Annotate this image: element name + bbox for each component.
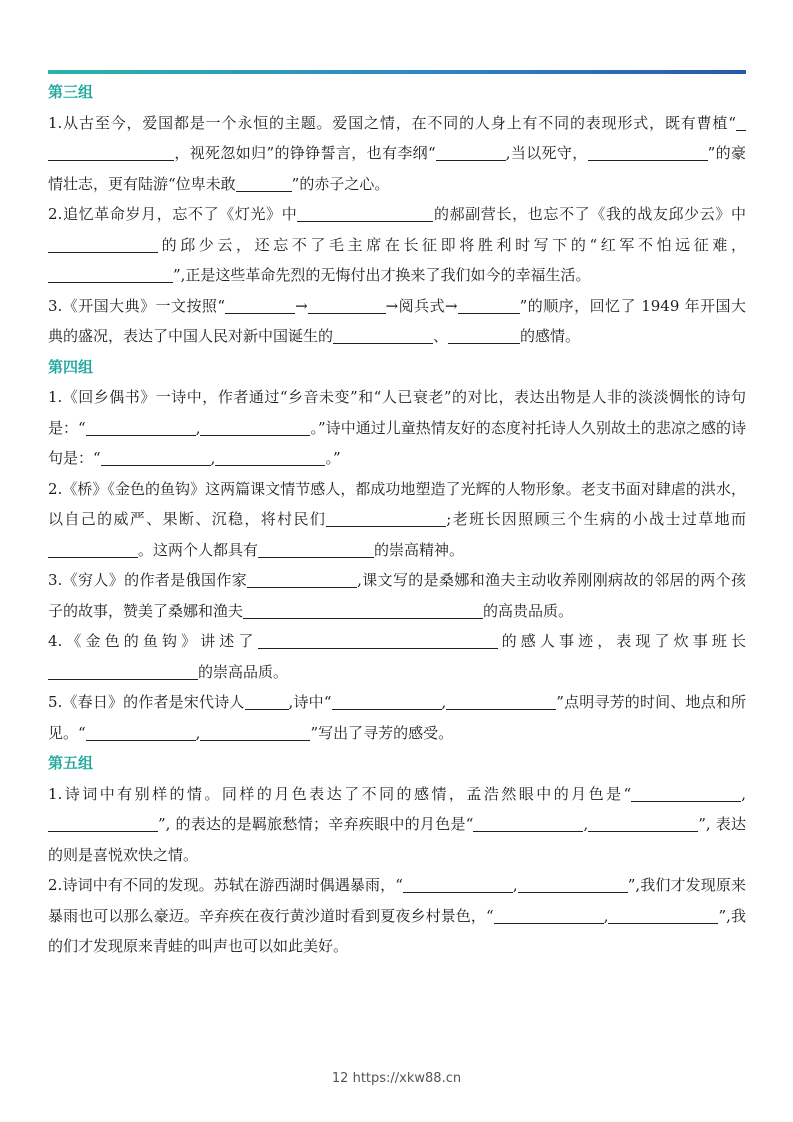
text: 。这两个人都具有: [138, 540, 259, 559]
blank: [48, 265, 173, 283]
group-3-question-3: [48, 291, 746, 352]
text: ,: [512, 876, 518, 894]
text: ;老班长因照顾三个生病的小战士过草地而: [446, 510, 746, 528]
blank: [494, 906, 604, 924]
blank: [258, 631, 498, 649]
blank: [200, 723, 310, 741]
text: ”,我的们才发现原来青蛙的叫声也可以如此美好。: [48, 906, 747, 955]
text: 、: [433, 327, 449, 345]
group-4-heading: 第四组: [48, 357, 94, 376]
text: ”, 的表达的是羁旅愁情；辛弃疾眼中的月色是“: [158, 815, 474, 833]
text: ,: [210, 449, 216, 467]
blank: [446, 692, 556, 710]
footer-url[interactable]: https://xkw88.cn: [352, 1071, 462, 1086]
blank: [588, 143, 708, 161]
text: ,当以死守，: [505, 144, 588, 162]
blank: [243, 601, 483, 619]
blank: [48, 814, 158, 832]
worksheet-body: [48, 77, 746, 962]
page-number: 12: [331, 1071, 349, 1086]
text: 的郝副营长，也忘不了《我的战友邱少云》中: [433, 205, 746, 223]
text: 。”诗中通过儿童热情友好的态度衬托诗人久别故土的悲凉之感的诗句是：“: [48, 418, 747, 467]
blank: [200, 418, 310, 436]
blank: [245, 692, 289, 710]
group-4-question-4: [48, 626, 746, 687]
blank: [588, 814, 698, 832]
blank: [403, 875, 513, 893]
blank: [608, 906, 718, 924]
text: ,课文写的是桑娜和渔夫主动收养刚刚病故的邻居的两个孩子的故事，赞美了桑娜和渔夫: [48, 571, 746, 620]
text: 2.《桥》《金色的鱼钩》这两篇课文情节感人，都成功地塑造了光辉的人物形象。老支书面对肆虐的洪水，以自己的威严、果断、沉稳，将村民们: [48, 479, 746, 528]
text: 。”: [325, 449, 341, 467]
text: ,: [741, 784, 746, 803]
blank: [247, 570, 357, 588]
text: ，视死忽如归”的铮铮誓言，也有李纲“: [174, 144, 436, 162]
group-5-heading: 第五组: [48, 754, 94, 772]
blank: [225, 296, 295, 314]
blank: [308, 296, 386, 314]
group-5-question-1: [48, 779, 746, 871]
text: ”的赤子之心。: [291, 174, 390, 193]
blank: [518, 875, 628, 893]
text: ”,正是这些革命先烈的无悔付出才换来了我们如今的幸福生活。: [173, 266, 591, 284]
group-4-question-5: [48, 687, 746, 748]
text: 3.《穷人》的作者是俄国作家: [48, 571, 248, 589]
text: 2.追忆革命岁月，忘不了《灯光》中: [48, 205, 298, 223]
text: 的感情。: [520, 327, 581, 345]
text: 4.《金色的鱼钩》讲述了: [48, 632, 258, 650]
text: 1.从古至今，爱国都是一个永恒的主题。爱国之情，在不同的人身上有不同的表现形式，既有曹植“: [48, 113, 736, 132]
text: →阅兵式→: [385, 296, 458, 315]
blank: [48, 235, 158, 253]
text: 的邱少云，还忘不了毛主席在长征即将胜利时写下的“红军不怕远征难，: [158, 235, 746, 254]
blank: [215, 448, 325, 466]
text: 5.《春日》的作者是宋代诗人: [48, 693, 245, 711]
text: 1.《回乡偶书》一诗中，作者通过“乡音未变”和“人已衰老”的对比，表达出物是人非的淡淡惆怅的诗句是：“: [48, 388, 746, 437]
blank: [297, 204, 433, 222]
blank: [258, 540, 374, 558]
blank: [631, 784, 741, 802]
blank: [458, 296, 520, 314]
text: ”, 表达的则是喜悦欢快之情。: [48, 815, 746, 864]
blank: [436, 143, 506, 161]
group-3-question-1: [48, 108, 746, 200]
blank: [86, 418, 196, 436]
text: ”,我们才发现原来暴雨也可以那么豪迈。辛弃疾在夜行黄沙道时看到夏夜乡村景色，“: [48, 876, 747, 925]
text: 的高贵品质。: [483, 601, 574, 620]
page-footer: [0, 1071, 793, 1086]
blank: [101, 448, 211, 466]
text: ”的顺序，回忆了 1949 年开国大典的盛况，表达了中国人民对新中国诞生的: [48, 296, 746, 345]
text: 2.诗词中有不同的发现。苏轼在游西湖时偶遇暴雨，“: [48, 876, 403, 894]
text: ,: [195, 418, 201, 437]
blank: [48, 540, 138, 558]
text: 3.《开国大典》一文按照“: [48, 296, 226, 315]
text: ,: [195, 723, 201, 742]
text: 的崇高精神。: [374, 540, 465, 559]
group-4-question-1: [48, 382, 746, 474]
arrow: →: [295, 296, 308, 315]
text: 的崇高品质。: [198, 662, 289, 681]
blank: [48, 143, 174, 161]
group-3-question-2: [48, 199, 746, 291]
group-5-question-2: [48, 870, 746, 962]
text: ”写出了寻芳的感受。: [310, 723, 454, 742]
text: ,: [603, 906, 609, 925]
blank: [236, 174, 292, 192]
text: 1.诗词中有别样的情。同样的月色表达了不同的感情，孟浩然眼中的月色是“: [48, 784, 632, 803]
blank: [333, 326, 433, 344]
blank: [326, 509, 446, 527]
text: ”点明寻芳的时间、地点和所见。“: [48, 693, 747, 742]
text: ”的豪情壮志，更有陆游“位卑未敢: [48, 144, 747, 193]
blank: [473, 814, 583, 832]
group-3-heading: 第三组: [48, 83, 94, 101]
blank: [736, 113, 746, 131]
blank: [48, 662, 198, 680]
text: ,诗中“: [288, 693, 332, 711]
blank: [332, 692, 442, 710]
header-rule: [48, 70, 746, 74]
text: ,: [583, 815, 589, 833]
blank: [86, 723, 196, 741]
group-4-question-3: [48, 565, 746, 626]
blank: [448, 326, 520, 344]
text: 的感人事迹，表现了炊事班长: [497, 632, 746, 650]
group-4-question-2: [48, 474, 746, 566]
text: ,: [441, 693, 447, 711]
